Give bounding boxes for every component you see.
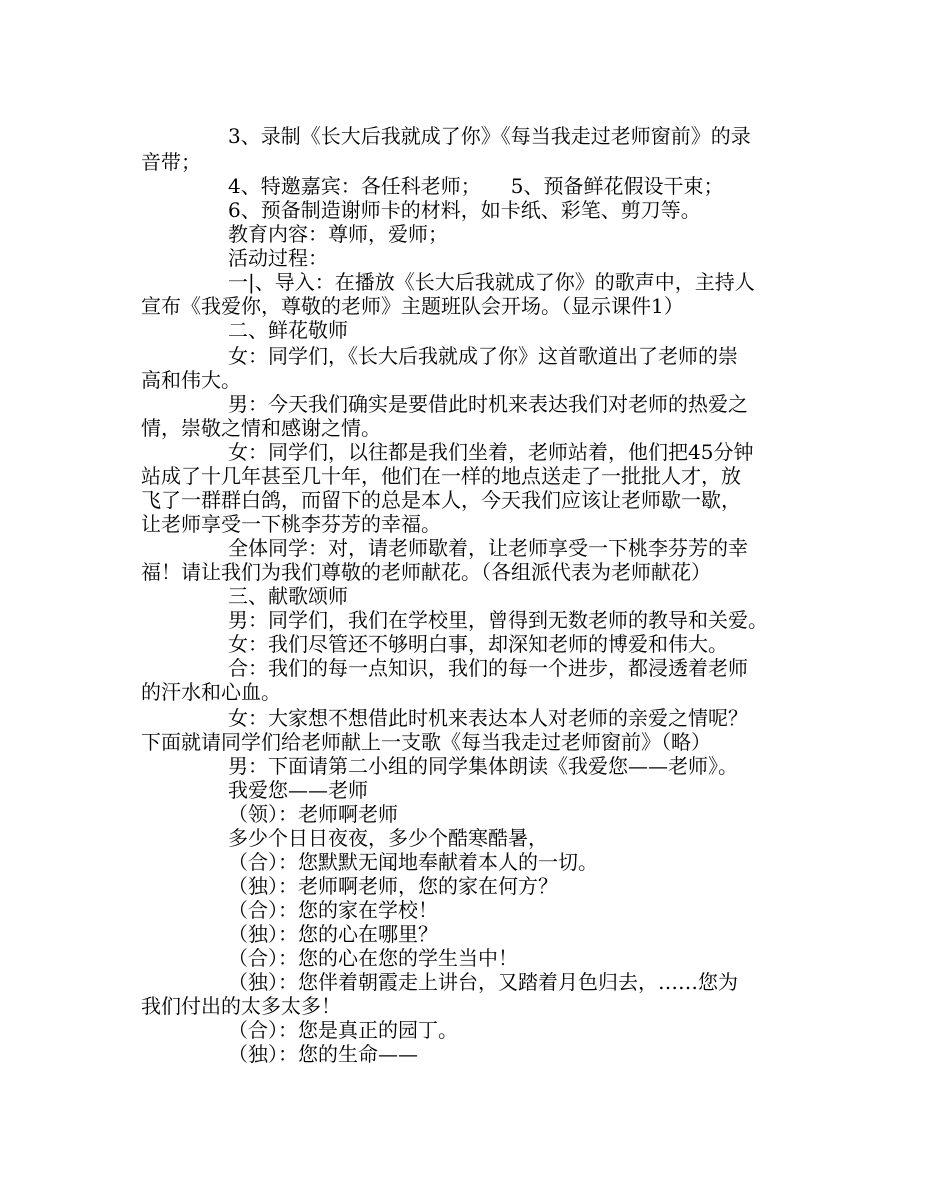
- poem-title: 我爱您——老师: [228, 778, 368, 802]
- text-line: 6、预备制造谢师卡的材料，如卡纸、彩笔、剪刀等。: [228, 198, 701, 222]
- text-line: 合：我们的每一点知识，我们的每一个进步，都浸透着老师: [228, 656, 748, 680]
- text-line: 教育内容：尊师，爱师；: [228, 222, 448, 246]
- text-line: 4、特邀嘉宾：各任科老师； 5、预备鲜花假设干束；: [228, 174, 724, 198]
- text-line: 宣布《我爱你，尊敬的老师》主题班队会开场。（显示课件1）: [141, 294, 684, 318]
- text-line: 让老师享受一下桃李芬芳的幸福。: [141, 512, 441, 536]
- poem-line: （合）：您的心在您的学生当中！: [228, 946, 518, 970]
- text-line: 下面就请同学们给老师献上一支歌《每当我走过老师窗前》（略）: [141, 730, 711, 754]
- poem-line: （合）：您的家在学校！: [228, 898, 438, 922]
- poem-line: （独）：您伴着朝霞走上讲台，又踏着月色归去，……您为: [228, 970, 738, 994]
- text-line: 3、录制《长大后我就成了你》《每当我走过老师窗前》的录: [228, 124, 751, 148]
- poem-line: （独）：老师啊老师，您的家在何方？: [228, 874, 558, 898]
- text-line: 男：同学们，我们在学校里，曾得到无数老师的教导和关爱。: [228, 608, 768, 632]
- text-line: 女：大家想不想借此时机来表达本人对老师的亲爱之情呢？: [228, 706, 748, 730]
- text-line: 女：我们尽管还不够明白事，却深知老师的博爱和伟大。: [228, 632, 728, 656]
- poem-line: （合）：您是真正的园丁。: [228, 1018, 458, 1042]
- text-line: 活动过程：: [228, 246, 328, 270]
- poem-line: （独）：您的生命——: [228, 1042, 418, 1066]
- poem-line: （合）：您默默无闻地奉献着本人的一切。: [228, 850, 598, 874]
- text-line: 男：今天我们确实是要借此时机来表达我们对老师的热爱之: [228, 392, 748, 416]
- text-line: 一|、导入：在播放《长大后我就成了你》的歌声中，主持人: [228, 270, 755, 294]
- poem-line: （领）：老师啊老师: [228, 802, 398, 826]
- text-line: 的汗水和心血。: [141, 680, 281, 704]
- text-line: 音带；: [141, 150, 201, 174]
- text-line: 站成了十几年甚至几十年，他们在一样的地点送走了一批批人才，放: [141, 464, 741, 488]
- text-line: 高和伟大。: [141, 368, 241, 392]
- text-line: 女：同学们，以往都是我们坐着，老师站着，他们把45分钟: [228, 440, 754, 464]
- text-line: 飞了一群群白鸽，而留下的总是本人，今天我们应该让老师歇一歇，: [141, 488, 741, 512]
- text-line: 全体同学：对，请老师歇着，让老师享受一下桃李芬芳的幸: [228, 536, 748, 560]
- poem-line: 多少个日日夜夜，多少个酷寒酷暑，: [228, 826, 548, 850]
- poem-line: 我们付出的太多太多！: [141, 994, 341, 1018]
- text-line: 福！请让我们为我们尊敬的老师献花。（各组派代表为老师献花）: [141, 560, 711, 584]
- text-line: 情，崇敬之情和感谢之情。: [141, 416, 381, 440]
- section-heading: 三、献歌颂师: [228, 584, 348, 608]
- text-line: 女：同学们，《长大后我就成了你》这首歌道出了老师的崇: [228, 344, 738, 368]
- section-heading: 二、鲜花敬师: [228, 318, 348, 342]
- text-line: 男：下面请第二小组的同学集体朗读《我爱您——老师》。: [228, 754, 738, 778]
- poem-line: （独）：您的心在哪里？: [228, 922, 438, 946]
